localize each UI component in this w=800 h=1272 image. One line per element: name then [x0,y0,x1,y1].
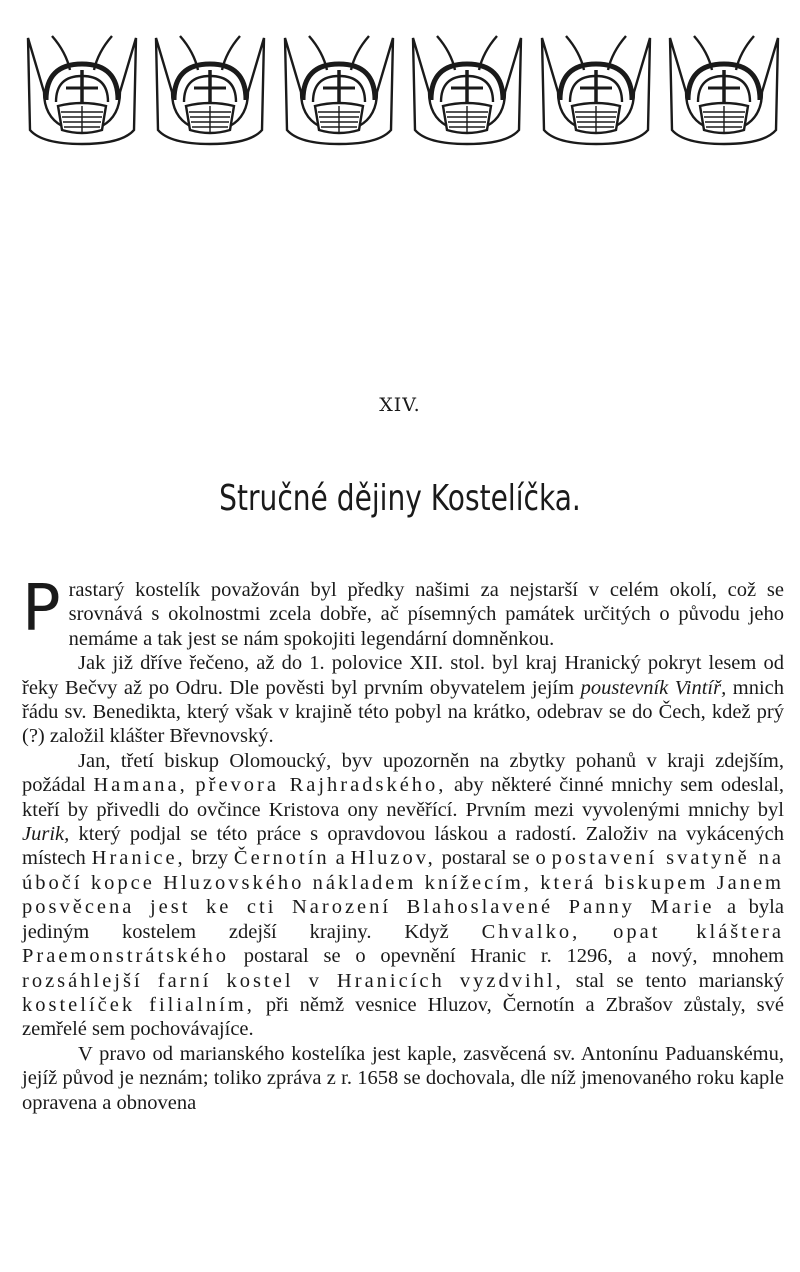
lotus-ornament-icon [407,30,527,152]
lotus-ornament-icon [536,30,656,152]
lotus-ornament-icon [22,30,142,152]
text-run: stal se tento marianský [563,969,785,992]
text-run: V pravo od marianského kostelíka jest kaple, zasvěcená sv. Antonínu Paduanskému, jejíž původ je neznám; toliko zpráva z r. 1658 se dochovala, dle níž jmenovaného roku kaple opravena a obnovena [22,1042,784,1114]
body-text [22,572,785,1115]
spaced-text: kostelíček filialním, [22,993,255,1016]
chapter-title: Stručné dějiny Kostelíčka. [219,478,581,519]
paragraph-1 [22,572,784,651]
text-run: Jan, třetí biskup Olomoucký, byv upozorněn na zbytky pohanů v kraji zdejším, požádal [22,749,784,797]
spaced-text: Hranice, [91,847,186,870]
paragraph-3 [22,749,784,1042]
text-run: a [329,847,351,870]
lotus-ornament-icon [150,30,270,152]
text-run [580,921,613,943]
spaced-text: rozsáhlejší farní kostel v Hranicích vyzdvihl, [22,969,564,992]
paragraph-1-text: rastarý kostelík považován byl předky našimi za nejstarší v celém okolí, což se srovnává s okolnostmi zcela dobře, ač písemných památek určitých o původu jeho nemáme a tak jest se nám spokojiti legendární domněnkou. [68,579,784,650]
text-run: brzy [185,847,234,870]
drop-cap: P [22,572,61,646]
text-run: mnich řádu sv. Benedikta, který však v krajině této pobyl na krátko, odebrav se do Čech, kdež prý (?) založil klášter Břevnovský. [22,676,784,748]
spaced-text: Chvalko, [481,920,581,943]
spaced-text: opat kláštera Praemonstrátského [22,920,784,968]
lotus-ornament-icon [664,30,784,152]
chapter-number: XIV. [379,394,421,416]
paragraph-2 [22,651,784,749]
text-run: Jak již dříve řečeno, až do 1. polovice XII. stol. byl kraj Hranický pokryt lesem od řeky Bečvy až po Odru. Dle pověsti byl prvním obyvatelem jejím [22,652,784,699]
paragraph-4 [22,1042,784,1115]
spaced-text: Černotín [233,847,330,870]
text-run: který podjal se této práce s opravdovou láskou a radostí. Založiv na vykácených místech [22,823,784,870]
lotus-ornament-icon [279,30,399,152]
spaced-text: postavení svatyně na úbočí kopce Hluzovského nákladem knížecím, která biskupem Janem posvěcena jest ke cti Narození Blahoslavené Panny Marie [22,847,784,919]
spaced-text: Hamana, [93,774,188,797]
spaced-text: převora Rajhradského, [195,774,447,797]
text-run: a byla jediným kostelem zdejší krajiny. Když [22,896,784,943]
text-run: při němž vesnice Hluzov, Černotín a Zbrašov zůstaly, své zemřelé sem pochovávajíce. [22,993,784,1041]
text-run: aby některé činné mnichy sem odeslal, kteří by přivedli do ovčince Kristova ony nevěřící. Prvním mezi vyvolenými mnichy byl [22,774,785,821]
spaced-text: Hluzov, [350,847,436,870]
ornament-band [22,30,784,152]
text-run: postaral se o [435,847,552,870]
text-run: postaral se o opevnění Hranic r. 1296, a nový, mnohem [229,945,784,968]
emphasis: Jurik, [22,823,70,846]
emphasis: poustevník Vintíř, [580,676,727,699]
